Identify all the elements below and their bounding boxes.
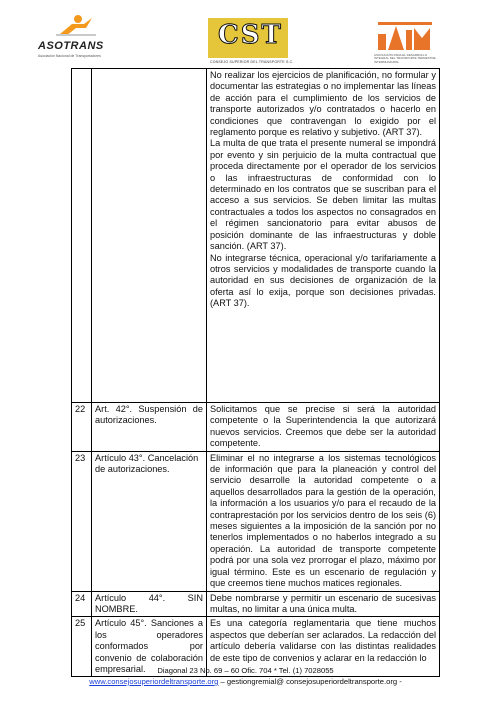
- article-cell: [92, 69, 207, 403]
- website-link[interactable]: www.consejosuperiordeltransporte.org: [89, 677, 219, 686]
- adim-logo: [374, 22, 438, 66]
- adim-subtitle: ASOCIACIÓN PARA EL DESARROLLO INTEGRAL DEL TRANSPORTE TERRESTRE INTERMUNICIPAL: [374, 53, 436, 64]
- adim-emblem-icon: [378, 22, 432, 52]
- table-row: [72, 403, 440, 452]
- page-footer: [0, 665, 491, 687]
- footer-contact: [0, 676, 491, 687]
- row-number: 25: [72, 617, 92, 677]
- footer-address: Diagonal 23 No. 69 – 60 Ofic. 704 * Tel. (1) 7028055: [157, 666, 334, 675]
- comments-table: [71, 68, 440, 677]
- comment-paragraph: No realizar los ejercicios de planificación, no formular y documentar las estrategias o no implementar las líneas de acción para el cumplimiento de los servicios de transporte autorizados y/o contratados o hacerlo en condiciones que contravengan lo exigido por el reglamento porque es relativo y subjetivo. (ART 37).: [210, 70, 436, 138]
- comment-cell: Debe nombrarse y permitir un escenario de sucesivas multas, no limitar a una única multa.: [207, 591, 440, 617]
- footer-emails: – gestiongremial@ consejosuperiordeltransporte.org -: [218, 677, 402, 686]
- comment-cell: Eliminar el no integrarse a los sistemas tecnológicos de información que para la planeación y control del servicio desarrolle la autoridad competente o a aquellos desarrollados para la gestión de la operación, la información a los usuarios y/o para el recaudo de la contraprestación por los servicios dentro de los seis (6) meses siguientes a la imposición de la sanción por no tenerlos implementados o no haberlos integrado a su operación. La autoridad de transporte competente podrá por una sola vez prorrogar el plazo, máximo por igual término. Este es un escenario de regulación y que creemos tiene muchos matices regionales.: [207, 451, 440, 591]
- row-number: 24: [72, 591, 92, 617]
- comment-paragraph: La multa de que trata el presente numeral se impondrá por evento y sin perjuicio de la multa contractual que proceda directamente por el operador de los servicios o las infraestructuras de conformidad con lo determinado en los contratos que se suscriban para el acceso a sus servicios. Se deben limitar las multas contractuales a todos los aspectos no consagrados en el régimen sancionatorio para evitar abusos de posición dominante de las infraestructuras y doble sanción. (ART 37).: [210, 138, 436, 252]
- cst-wordmark: CST: [218, 20, 283, 50]
- comment-cell: Solicitamos que se precise si será la autoridad competente o la Superintendencia la que autorizará nuevos servicios. Creemos que debe ser la autoridad competente.: [207, 403, 440, 452]
- comment-paragraph: No integrarse técnica, operacional y/o tarifariamente a otros servicios y modalidades de transporte cuando la autoridad en sus decisiones de organización de la oferta así lo exija, porque son decisiones privadas. (ART 37).: [210, 252, 436, 309]
- comment-cell: [207, 69, 440, 403]
- row-number: 22: [72, 403, 92, 452]
- table-row: [72, 591, 440, 617]
- cst-emblem: [208, 18, 288, 58]
- comment-cell: Es una categoría reglamentaria que tiene muchos aspectos que deberían ser aclarados. La redacción del artículo debería validarse con las distintas realidades de este tipo de convenios y aclarar en la redacción lo: [207, 617, 440, 677]
- row-number: 23: [72, 451, 92, 591]
- table-row: [72, 451, 440, 591]
- cst-logo: [208, 18, 294, 66]
- asotrans-logo: [36, 14, 136, 58]
- article-cell: Artículo 45°. Sanciones a los operadores conformados por convenio de colaboración empresarial.: [92, 617, 207, 677]
- letterhead: [0, 0, 491, 68]
- asotrans-figure-icon: [56, 14, 96, 36]
- asotrans-wordmark: ASOTRANS: [38, 40, 104, 52]
- row-number: [72, 69, 92, 403]
- article-cell: Art. 42°. Suspensión de autorizaciones.: [92, 403, 207, 452]
- asotrans-subtitle: Asociación Nacional de Transportadores: [38, 54, 101, 58]
- article-cell: Artículo 43°. Cancelación de autorizaciones.: [92, 451, 207, 591]
- article-cell: Artículo 44°. SIN NOMBRE.: [92, 591, 207, 617]
- cst-subtitle: CONSEJO SUPERIOR DEL TRANSPORTE S.C.: [210, 60, 294, 64]
- table-row: [72, 69, 440, 403]
